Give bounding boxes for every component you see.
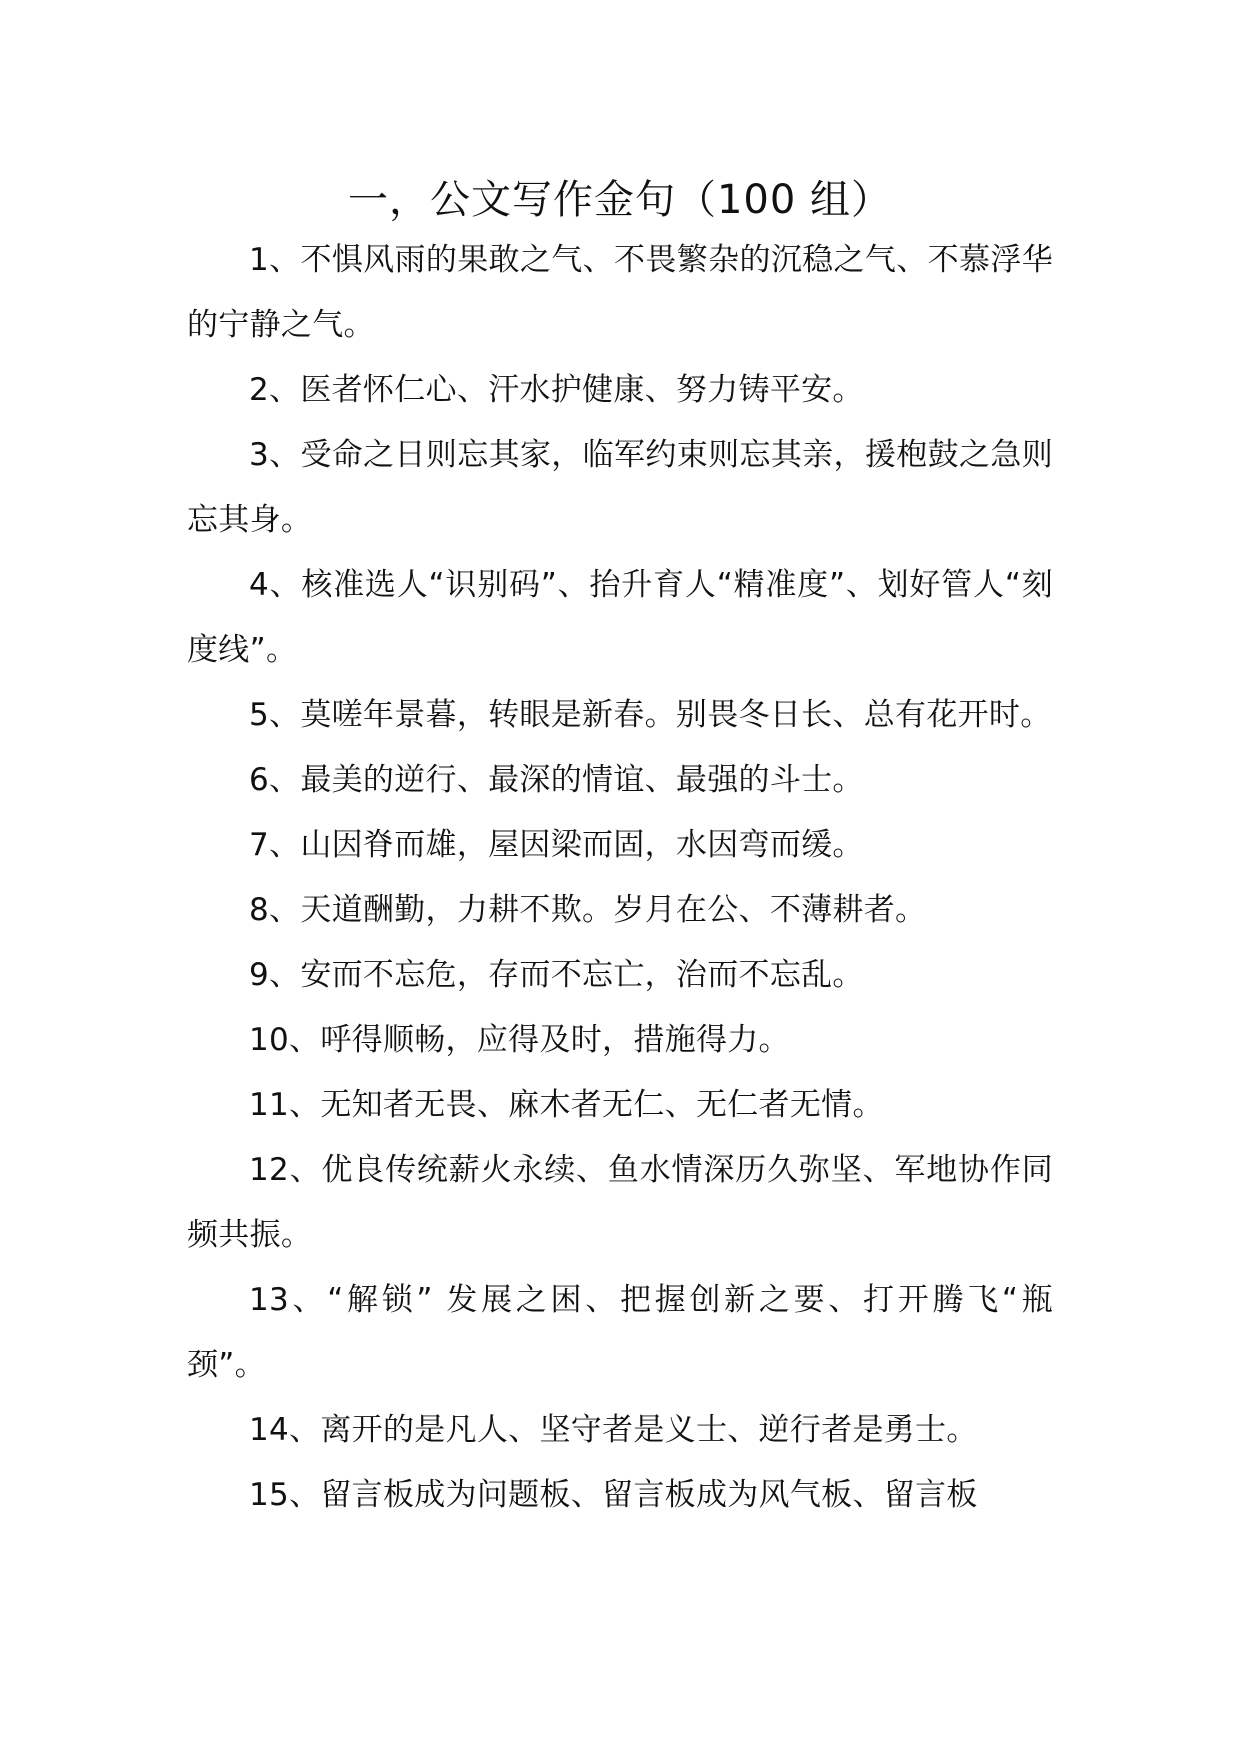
quote-item-8: 8、天道酬勤，力耕不欺。岁月在公、不薄耕者。: [249, 892, 927, 928]
quote-item-13: 13、“解锁” 发展之困、把握创新之要、打开腾飞“瓶颈”。: [187, 1282, 1053, 1383]
quote-item-10: 10、呼得顺畅，应得及时，措施得力。: [249, 1022, 790, 1058]
quote-item-4: 4、核准选人“识别码”、抬升育人“精准度”、划好管人“刻度线”。: [187, 567, 1053, 668]
quote-item-5: 5、莫嗟年景暮，转眼是新春。别畏冬日长、总有花开时。: [249, 697, 1052, 733]
quote-item-14: 14、离开的是凡人、坚守者是义士、逆行者是勇士。: [249, 1412, 978, 1448]
quote-item-2: 2、医者怀仁心、汗水护健康、努力铸平安。: [249, 372, 864, 408]
document-body: [187, 228, 1053, 1528]
quote-item-9: 9、安而不忘危，存而不忘亡，治而不忘乱。: [249, 957, 864, 993]
quote-item-15: 15、留言板成为问题板、留言板成为风气板、留言板: [249, 1477, 978, 1513]
quote-item-6: 6、最美的逆行、最深的情谊、最强的斗士。: [249, 762, 864, 798]
quote-item-12: 12、优良传统薪火永续、鱼水情深历久弥坚、军地协作同频共振。: [187, 1152, 1053, 1253]
quote-item-1: 1、不惧风雨的果敢之气、不畏繁杂的沉稳之气、不慕浮华的宁静之气。: [187, 242, 1053, 343]
document-title: 一，公文写作金句（100 组）: [347, 177, 893, 223]
quote-item-11: 11、无知者无畏、麻木者无仁、无仁者无情。: [249, 1087, 884, 1123]
quote-item-7: 7、山因脊而雄，屋因梁而固，水因弯而缓。: [249, 827, 864, 863]
quote-item-3: 3、受命之日则忘其家，临军约束则忘其亲，援枹鼓之急则忘其身。: [187, 437, 1053, 538]
